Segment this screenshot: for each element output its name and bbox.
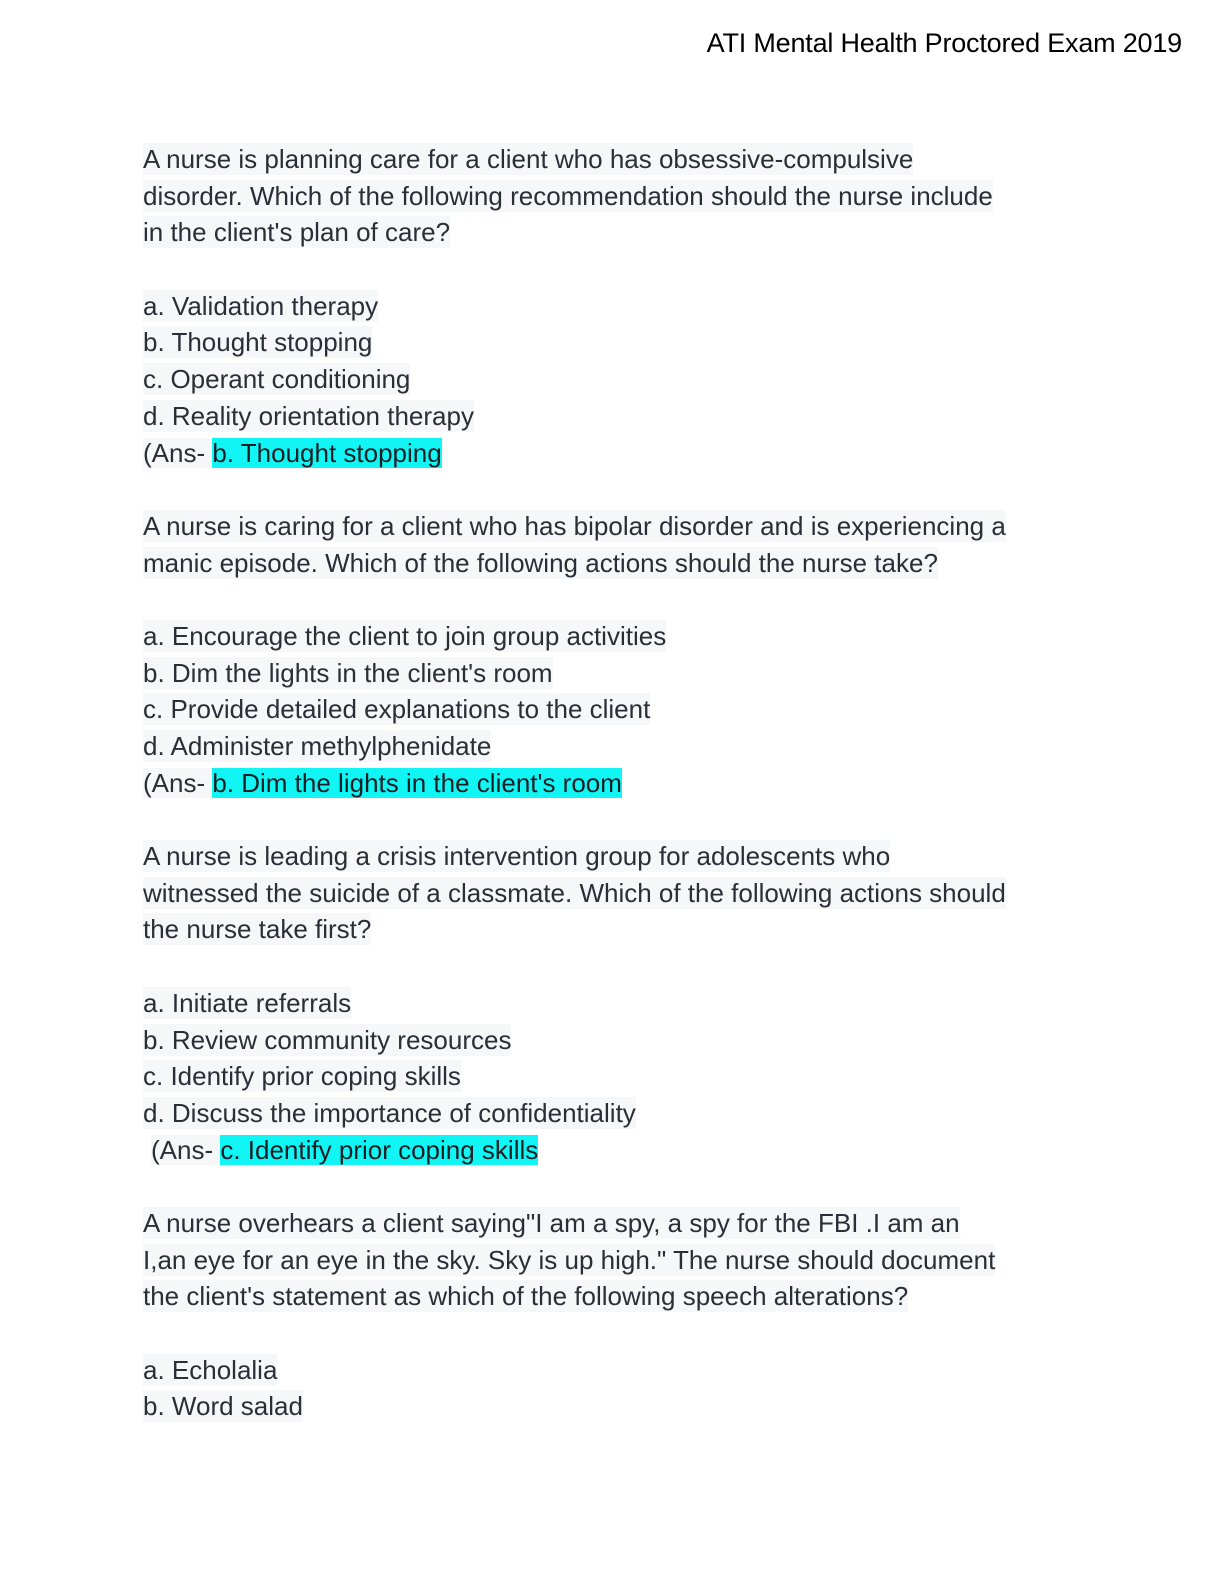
answer-option: a. Initiate referrals bbox=[143, 987, 352, 1018]
answer-option: b. Review community resources bbox=[143, 1024, 512, 1055]
question-stem-line: A nurse overhears a client saying"I am a spy, a spy for the FBI .I am an bbox=[143, 1207, 960, 1238]
answer-key bbox=[143, 1132, 1103, 1169]
answer-option: a. Echolalia bbox=[143, 1354, 278, 1385]
question-block bbox=[143, 508, 1103, 802]
answer-option: d. Discuss the importance of confidentiality bbox=[143, 1097, 636, 1128]
answer-highlight: c. Identify prior coping skills bbox=[220, 1134, 539, 1165]
answer-key bbox=[143, 435, 1103, 472]
answer-option: b. Word salad bbox=[143, 1391, 303, 1422]
answer-highlight: b. Thought stopping bbox=[212, 437, 442, 468]
document-body bbox=[143, 141, 1103, 1425]
answer-key bbox=[143, 765, 1103, 802]
answer-prefix: (Ans- bbox=[143, 437, 213, 468]
question-stem-line: A nurse is caring for a client who has bipolar disorder and is experiencing a bbox=[143, 510, 1006, 541]
answer-prefix: (Ans- bbox=[151, 1134, 221, 1165]
question-stem-line: manic episode. Which of the following actions should the nurse take? bbox=[143, 547, 938, 578]
question-stem-line: I,an eye for an eye in the sky. Sky is up high." The nurse should document bbox=[143, 1244, 996, 1275]
question-block bbox=[143, 141, 1103, 471]
answer-option: d. Reality orientation therapy bbox=[143, 400, 474, 431]
question-stem-line: A nurse is leading a crisis intervention group for adolescents who bbox=[143, 841, 891, 872]
document-header-title: ATI Mental Health Proctored Exam 2019 bbox=[706, 28, 1182, 58]
answer-option: b. Dim the lights in the client's room bbox=[143, 657, 553, 688]
question-stem-line: the nurse take first? bbox=[143, 914, 372, 945]
question-block bbox=[143, 838, 1103, 1168]
question-stem-line: witnessed the suicide of a classmate. Which of the following actions should bbox=[143, 877, 1006, 908]
question-stem-line: the client's statement as which of the following speech alterations? bbox=[143, 1281, 909, 1312]
question-block bbox=[143, 1205, 1103, 1425]
answer-option: c. Identify prior coping skills bbox=[143, 1061, 461, 1092]
answer-prefix: (Ans- bbox=[143, 767, 213, 798]
answer-option: b. Thought stopping bbox=[143, 327, 373, 358]
answer-option: c. Operant conditioning bbox=[143, 364, 411, 395]
answer-highlight: b. Dim the lights in the client's room bbox=[212, 767, 622, 798]
answer-option: a. Validation therapy bbox=[143, 290, 379, 321]
answer-option: c. Provide detailed explanations to the client bbox=[143, 694, 651, 725]
question-stem-line: disorder. Which of the following recommendation should the nurse include bbox=[143, 180, 993, 211]
question-stem-line: in the client's plan of care? bbox=[143, 217, 451, 248]
answer-option: d. Administer methylphenidate bbox=[143, 731, 492, 761]
answer-option: a. Encourage the client to join group activities bbox=[143, 620, 667, 651]
question-stem-line: A nurse is planning care for a client who has obsessive-compulsive bbox=[143, 144, 914, 174]
